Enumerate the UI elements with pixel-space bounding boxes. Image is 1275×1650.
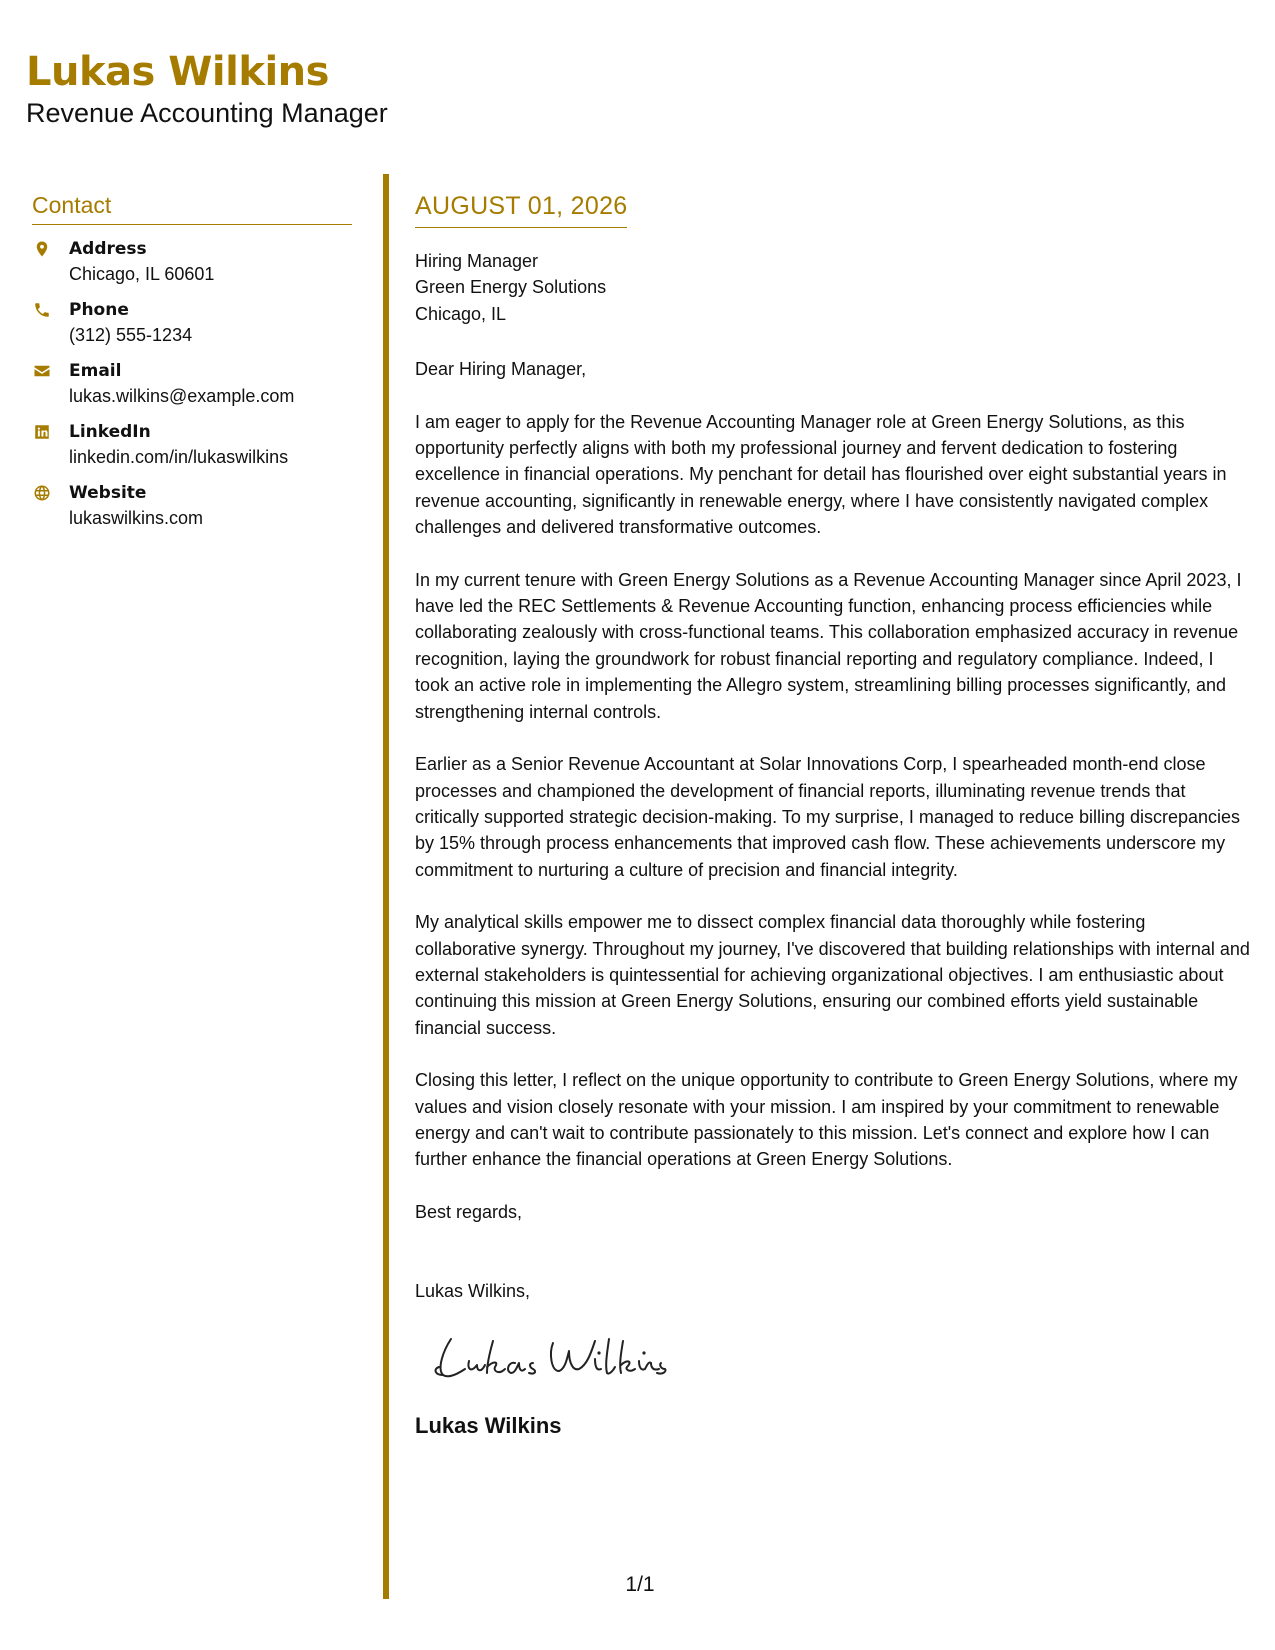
- signer-name: Lukas Wilkins: [415, 1413, 562, 1438]
- recipient-block: [415, 248, 1250, 327]
- letter-paragraph: Closing this letter, I reflect on the unique opportunity to contribute to Green Energy Solutions, where my values and vision closely resonate with your mission. I am inspired by your commitment to renewable energy and can't wait to contribute passionately to this mission. Let's connect and explore how I can further enhance the financial operations at Green Energy Solutions.: [415, 1070, 1238, 1170]
- contact-heading: Contact: [32, 190, 352, 225]
- website-value[interactable]: lukaswilkins.com: [69, 508, 204, 528]
- contact-label: Email: [69, 361, 122, 381]
- salutation: Dear Hiring Manager,: [415, 359, 587, 380]
- letter-paragraph: I am eager to apply for the Revenue Accounting Manager role at Green Energy Solutions, as this opportunity perfectly aligns with both my professional journey and fervent dedication to fostering excellence in financial operations. My penchant for detail has flourished over eight substantial years in revenue accounting, significantly in renewable energy, where I have consistently navigated complex challenges and delivered transformative outcomes.: [415, 411, 1227, 538]
- phone-icon: [32, 300, 52, 320]
- contact-item-email: [32, 359, 352, 409]
- contact-sidebar: [32, 190, 352, 542]
- linkedin-value[interactable]: linkedin.com/in/lukaswilkins: [69, 447, 289, 467]
- recipient-line: Green Energy Solutions: [415, 277, 607, 298]
- letter-body: [415, 190, 1250, 1440]
- contact-label: Phone: [69, 300, 129, 320]
- envelope-icon: [32, 361, 52, 381]
- signature-image: [429, 1329, 669, 1385]
- candidate-name: Lukas Wilkins: [26, 49, 329, 95]
- candidate-title: Revenue Accounting Manager: [26, 98, 388, 128]
- linkedin-icon: [32, 422, 52, 442]
- letter-paragraph: In my current tenure with Green Energy Solutions as a Revenue Accounting Manager since April 2023, I have led the REC Settlements & Revenue Accounting function, enhancing process efficiencies while collaborating zealously with cross-functional teams. This collaboration emphasized accuracy in revenue recognition, laying the groundwork for robust financial reporting and regulatory compliance. Indeed, I took an active role in implementing the Allegro system, streamlining billing processes significantly, and strengthening internal controls.: [415, 569, 1242, 722]
- phone-value: (312) 555-1234: [69, 325, 193, 345]
- letter-paragraph: Earlier as a Senior Revenue Accountant at Solar Innovations Corp, I spearheaded month-end close processes and championed the development of financial reports, illuminating revenue trends that critically supported strategic decision-making. To my surprise, I managed to reduce billing discrepancies by 15% through process enhancements that improved cash flow. These achievements underscore my commitment to nurturing a culture of precision and financial integrity.: [415, 754, 1241, 880]
- map-pin-icon: [32, 239, 52, 259]
- letter-date: AUGUST 01, 2026: [415, 190, 627, 228]
- column-divider: [383, 174, 389, 1599]
- contact-label: Website: [69, 483, 147, 503]
- closing: Best regards,: [415, 1201, 523, 1222]
- letter-header: [26, 48, 388, 130]
- page-number: 1/1: [625, 1573, 655, 1596]
- email-value[interactable]: lukas.wilkins@example.com: [69, 386, 295, 406]
- contact-item-address: [32, 237, 352, 287]
- globe-icon: [32, 483, 52, 503]
- letter-paragraph: My analytical skills empower me to dissect complex financial data thoroughly while fostering collaborative synergy. Throughout my journey, I've discovered that building relationships with internal and external stakeholders is quintessential for achieving organizational objectives. I am enthusiastic about continuing this mission at Green Energy Solutions, ensuring our combined efforts yield sustainable financial success.: [415, 912, 1250, 1038]
- contact-label: Address: [69, 239, 147, 259]
- contact-item-linkedin: [32, 420, 352, 470]
- signoff: Lukas Wilkins,: [415, 1281, 531, 1302]
- contact-item-website: [32, 481, 352, 531]
- contact-label: LinkedIn: [69, 422, 151, 442]
- recipient-line: Chicago, IL: [415, 303, 507, 324]
- recipient-line: Hiring Manager: [415, 251, 539, 271]
- address-value: Chicago, IL 60601: [69, 264, 215, 284]
- contact-item-phone: [32, 298, 352, 348]
